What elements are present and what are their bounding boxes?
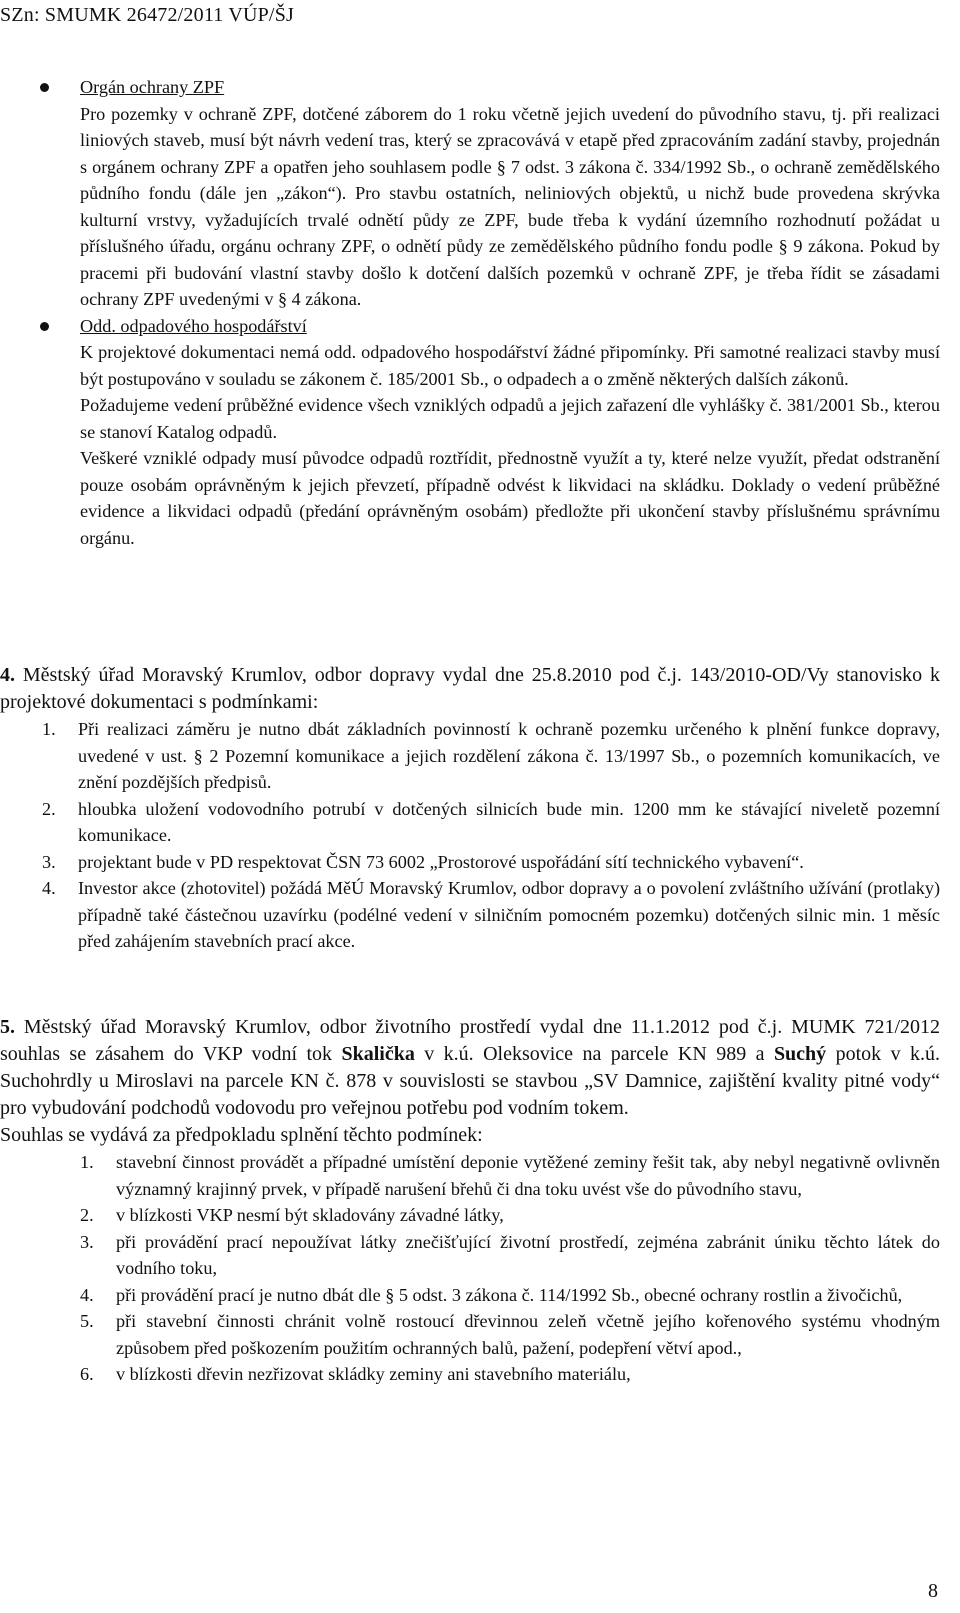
list-item	[0, 1282, 940, 1309]
list-item-text: při stavební činnosti chránit volně rostoucí dřevinnou zeleň včetně jejího kořenového systému vhodným způsobem před poškozením použitím ochranných balů, pažení, podepření větví apod.,	[116, 1311, 940, 1358]
section-5-heading-text: Městský úřad Moravský Krumlov, odbor životního prostředí vydal dne 11.1.2012 pod č.j. MUMK 721/2012 souhlas se zásahem do VKP vodní tok	[0, 1016, 941, 1065]
bullet-paragraph: Požadujeme vedení průběžné evidence všech vzniklých odpadů a jejich zařazení dle vyhlášky č. 381/2001 Sb., kterou se stanoví Katalog odpadů.	[80, 395, 940, 442]
list-item-number: 1.	[80, 1152, 94, 1172]
bullet-title-zpf: Orgán ochrany ZPF	[80, 77, 225, 97]
list-item	[0, 1202, 940, 1229]
list-item-number: 5.	[80, 1311, 94, 1331]
list-item-text: stavební činnost provádět a případné umístění deponie vytěžené zeminy řešit tak, aby nebyl negativně ovlivněn významný krajinný prvek, v případě narušení břehů či dna toku uvést vše do původního stavu,	[116, 1152, 940, 1199]
list-item-number: 4.	[80, 1284, 94, 1305]
section-5-number: 5.	[0, 1016, 15, 1038]
list-item	[0, 1149, 940, 1202]
list-item	[0, 1308, 940, 1361]
bullet-paragraph: Veškeré vzniklé odpady musí původce odpadů roztřídit, přednostně využít a ty, které nelze využít, předat odstranění pouze osobám oprávněným k jejich převzetí, případně odvést k likvidaci na skládku. Doklady o vedení průběžné evidence a likvidaci odpadů (předání oprávněným osobám) předložte při ukončení stavby příslušnému správnímu orgánu.	[80, 448, 940, 548]
section-4-heading	[0, 662, 940, 716]
list-item-number: 2.	[42, 798, 56, 819]
section-5	[0, 1014, 940, 1388]
bullet-title-waste: Odd. odpadového hospodářství	[80, 315, 307, 336]
list-item	[0, 849, 940, 876]
list-item-number: 2.	[80, 1205, 94, 1225]
page-number: 8	[928, 1580, 938, 1602]
list-item	[0, 796, 940, 849]
list-item-text: při provádění prací nepoužívat látky znečišťující životní prostředí, zejména zabránit úniku těchto látek do vodního toku,	[116, 1231, 940, 1278]
list-item-text: projektant bude v PD respektovat ČSN 73 6002 „Prostorové uspořádání sítí technického vybavení“.	[78, 851, 804, 872]
section-5-subheading: Souhlas se vydává za předpokladu splnění těchto podmínek:	[0, 1124, 483, 1146]
section-4-number: 4.	[0, 664, 15, 686]
section-5-heading-text: v k.ú. Oleksovice na parcele KN 989 a	[414, 1043, 774, 1065]
bullet-paragraph: Pro pozemky v ochraně ZPF, dotčené záborem do 1 roku včetně jejich uvedení do původního stavu, tj. při realizaci liniových staveb, musí být návrh vedení tras, který se zpracovává v etapě před zpracováním zadání stavby, projednán s orgánem ochrany ZPF a opatřen jeho souhlasem podle § 7 odst. 3 zákona č. 334/1992 Sb., o ochraně zemědělského půdního fondu (dále jen „zákon“). Pro stavbu ostatních, neliniových objektů, u nichž bude provedena skrývka kulturní vrstvy, vyžadujících trvalé odnětí půdy ze ZPF, bude třeba k vydání územního rozhodnutí požádat u příslušného úřadu, orgánu ochrany ZPF, o odnětí půdy ze zemědělského půdního fondu podle § 9 zákona. Pokud by pracemi při budování vlastní stavby došlo k dotčení dalších pozemků v ochraně ZPF, je třeba řídit se zásadami ochrany ZPF uvedenými v § 4 zákona.	[80, 103, 940, 309]
bullet-paragraph: K projektové dokumentaci nemá odd. odpadového hospodářství žádné připomínky. Při samotné realizaci stavby musí být postupováno v souladu se zákonem č. 185/2001 Sb., o odpadech a o změně některých dalších zákonů.	[80, 342, 940, 389]
list-item	[0, 716, 940, 796]
list-item-number: 3.	[80, 1231, 94, 1252]
bullet-icon	[40, 322, 49, 331]
list-item-number: 6.	[80, 1364, 94, 1384]
list-item	[0, 1229, 940, 1282]
section-4-list	[0, 716, 940, 955]
section-5-list	[0, 1149, 940, 1388]
bullet-icon	[40, 83, 49, 92]
list-item	[0, 875, 940, 955]
list-item-text: Při realizaci záměru je nutno dbát základních povinností k ochraně pozemku určeného k plnění funkce dopravy, uvedené v ust. § 2 Pozemní komunikace a jejich rozdělení zákona č. 13/1997 Sb., o pozemních komunikacích, ve znění pozdějších předpisů.	[78, 719, 940, 792]
list-item-text: v blízkosti dřevin nezřizovat skládky zeminy ani stavebního materiálu,	[116, 1364, 631, 1384]
section-5-heading-text: potok v k.ú. Suchohrdly u Miroslavi na parcele KN č. 878 v souvislosti se stavbou „SV Damnice, zajištění kvality pitné vody“ pro vybudování podchodů vodovodu pro veřejnou potřebu pod vodním tokem.	[0, 1043, 940, 1119]
bullet-item-waste	[40, 313, 940, 552]
list-item	[0, 1361, 940, 1388]
section-5-heading	[0, 1014, 940, 1122]
list-item-text: Investor akce (zhotovitel) požádá MěÚ Moravský Krumlov, odbor dopravy a o povolení zvláštního užívání (protlaky) případně také částečnou uzavírku (podélné vedení v silničním pomocném pozemku) dotčených silnic min. 1 měsíc před zahájením stavebních prací akce.	[78, 878, 940, 951]
list-item-number: 3.	[42, 851, 56, 872]
list-item-text: hloubka uložení vodovodního potrubí v dotčených silnicích bude min. 1200 mm ke stávající niveletě pozemní komunikace.	[78, 798, 940, 845]
bullet-list	[40, 74, 940, 551]
list-item-text: při provádění prací je nutno dbát dle § 5 odst. 3 zákona č. 114/1992 Sb., obecné ochrany rostlin a živočichů,	[116, 1284, 903, 1305]
list-item-number: 4.	[42, 878, 56, 898]
section-4	[0, 662, 940, 955]
list-item-number: 1.	[42, 719, 56, 739]
section-5-stream-name-1: Skalička	[341, 1043, 415, 1065]
bullet-item-zpf	[40, 74, 940, 313]
list-item-text: v blízkosti VKP nesmí být skladovány závadné látky,	[116, 1205, 504, 1225]
section-5-stream-name-2: Suchý	[773, 1043, 827, 1065]
section-4-heading-text: Městský úřad Moravský Krumlov, odbor dopravy vydal dne 25.8.2010 pod č.j. 143/2010-OD/Vy stanovisko k projektové dokumentaci s podmínkami:	[0, 664, 941, 713]
document-reference: SZn: SMUMK 26472/2011 VÚP/ŠJ	[0, 4, 294, 26]
